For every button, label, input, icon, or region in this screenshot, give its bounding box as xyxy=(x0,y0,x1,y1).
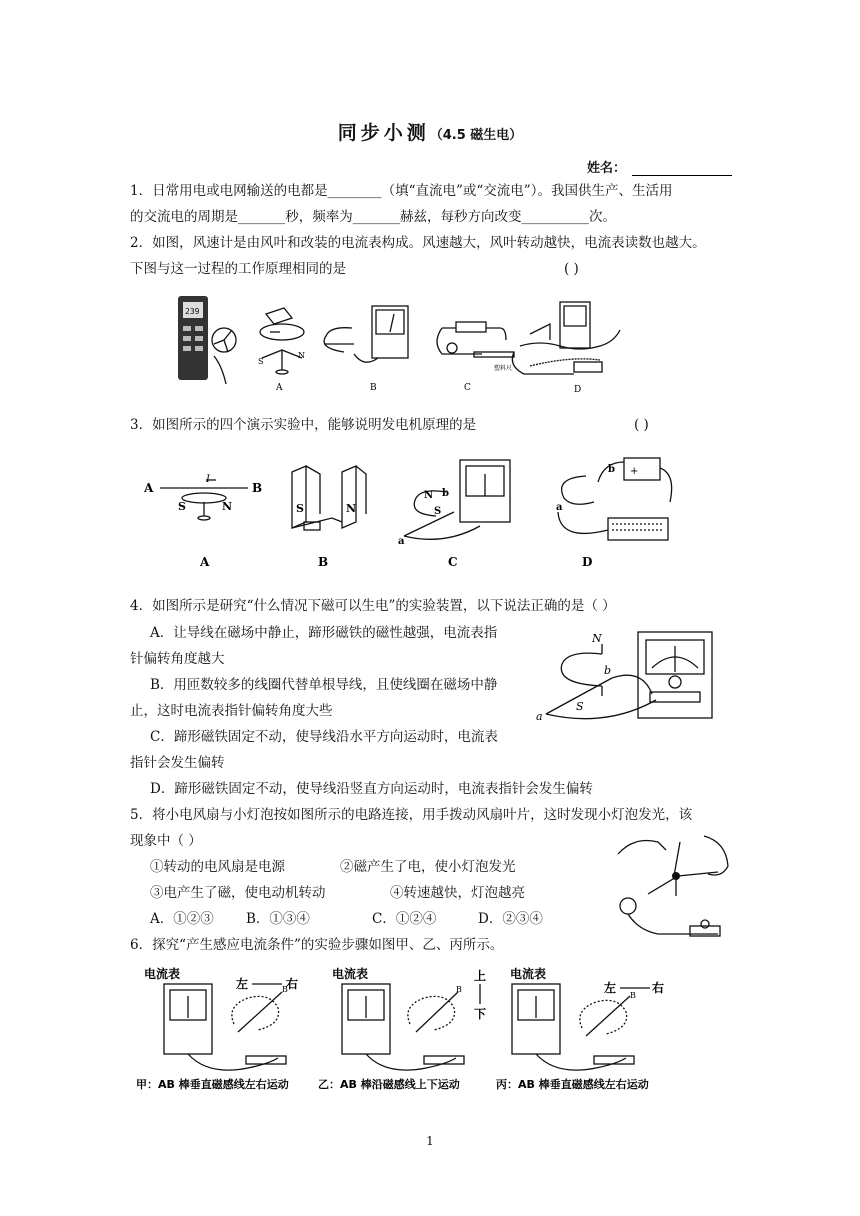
q3-figure xyxy=(142,452,682,572)
q3-line1: 3．如图所示的四个演示实验中，能够说明发电机原理的是 xyxy=(130,417,477,433)
name-blank[interactable] xyxy=(632,161,732,176)
q4-option-a-line2: 针偏转角度越大 xyxy=(130,651,225,667)
q3-label-d: D xyxy=(582,555,593,569)
q2-label-c: C xyxy=(464,383,471,393)
page-number: 1 xyxy=(426,1134,434,1148)
svg-text:a: a xyxy=(536,710,543,723)
q4-option-b-line1: B．用匝数较多的线圈代替单根导线，且使线圈在磁场中静 xyxy=(150,677,498,693)
svg-text:a: a xyxy=(398,536,405,547)
q4-figure xyxy=(532,628,732,728)
svg-text:B: B xyxy=(252,481,263,495)
svg-text:右: 右 xyxy=(652,981,665,995)
svg-text:b: b xyxy=(604,664,612,677)
q2-fig-d xyxy=(512,302,620,395)
svg-text:S: S xyxy=(258,357,264,366)
q4-stem: 4．如图所示是研究“什么情况下磁可以生电”的实验装置，以下说法正确的是（ ） xyxy=(130,598,616,614)
q1-line2: 的交流电的周期是_______秒，频率为_______赫兹，每秒方向改变__________次。 xyxy=(130,209,616,225)
svg-text:I: I xyxy=(206,474,210,485)
q4-option-c-line1: C．蹄形磁铁固定不动，使导线沿水平方向运动时，电流表 xyxy=(150,729,498,745)
svg-text:S: S xyxy=(296,502,304,515)
q5-statement-3: ③电产生了磁，使电动机转动 xyxy=(150,885,326,901)
q4-option-c-line2: 指针会发生偏转 xyxy=(130,755,225,771)
q6-caption-b: 乙：AB 棒沿磁感线上下运动 xyxy=(318,1078,460,1091)
svg-text:239: 239 xyxy=(185,307,200,316)
q3-fig-a xyxy=(143,474,262,569)
q3-fig-c xyxy=(398,460,510,569)
svg-text:电流表: 电流表 xyxy=(144,967,181,981)
q5-option-d: D．②③④ xyxy=(478,911,543,927)
q3-fig-d xyxy=(556,458,672,569)
q2-label-d: D xyxy=(574,385,582,395)
svg-text:N: N xyxy=(346,502,357,515)
svg-text:N: N xyxy=(592,632,602,645)
q3-label-c: C xyxy=(448,555,458,569)
svg-text:左: 左 xyxy=(236,977,249,991)
svg-text:b: b xyxy=(442,488,449,499)
q6-panel-c xyxy=(510,966,664,1070)
svg-text:电流表: 电流表 xyxy=(332,967,369,981)
q5-statement-4: ④转速越快，灯泡越亮 xyxy=(390,885,525,901)
q3-fig-b xyxy=(292,466,366,569)
q1-line1: 1．日常用电或电网输送的电都是________（填“直流电”或“交流电”）。我国供生产、生活用 xyxy=(130,183,673,199)
q6-stem: 6．探究“产生感应电流条件”的实验步骤如图甲、乙、丙所示。 xyxy=(130,937,504,953)
q4-option-b-line2: 止，这时电流表指针偏转角度大些 xyxy=(130,703,333,719)
q3-label-a: A xyxy=(200,555,210,569)
svg-text:左: 左 xyxy=(604,981,617,995)
q3-label-b: B xyxy=(318,555,329,569)
name-label: 姓名： xyxy=(586,161,626,176)
q5-option-c: C．①②④ xyxy=(372,911,437,927)
q4-option-a-line1: A．让导线在磁场中静止，蹄形磁铁的磁性越强，电流表指 xyxy=(150,625,498,641)
svg-text:N: N xyxy=(298,351,305,360)
q2-fig-a xyxy=(258,308,305,393)
q2-line1: 2．如图，风速计是由风叶和改装的电流表构成。风速越大，风叶转动越快，电流表读数也越大。 xyxy=(130,235,706,251)
q6-figure xyxy=(134,962,674,1096)
q5-option-a: A．①②③ xyxy=(150,911,214,927)
q2-line2: 下图与这一过程的工作原理相同的是 xyxy=(130,261,346,277)
svg-text:B: B xyxy=(630,991,636,1000)
q2-label-b: B xyxy=(370,383,377,393)
q5-line2: 现象中（ ） xyxy=(130,833,202,849)
q5-figure xyxy=(608,830,738,940)
svg-text:B: B xyxy=(282,985,288,994)
title-sub: （4.5 磁生电） xyxy=(429,128,523,143)
q5-line1: 5．将小电风扇与小灯泡按如图所示的电路连接，用手拨动风扇叶片，这时发现小灯泡发光，该 xyxy=(130,807,693,823)
q5-option-b: B．①③④ xyxy=(246,911,310,927)
svg-text:S: S xyxy=(576,700,584,713)
svg-text:b: b xyxy=(608,464,615,475)
q2-label-a: A xyxy=(276,383,283,393)
q6-panel-a xyxy=(144,966,298,1070)
svg-text:上: 上 xyxy=(474,969,487,983)
q3-bracket: ( ) xyxy=(634,417,649,433)
svg-text:右: 右 xyxy=(286,977,299,991)
q5-statement-1: ①转动的电风扇是电源 xyxy=(150,859,285,875)
q5-statement-2: ②磁产生了电，使小灯泡发光 xyxy=(340,859,516,875)
svg-text:N: N xyxy=(222,500,233,513)
svg-text:+: + xyxy=(630,466,639,477)
title-main: 同步小测 xyxy=(337,122,430,144)
q6-caption-a: 甲：AB 棒垂直磁感线左右运动 xyxy=(136,1078,289,1091)
svg-text:A: A xyxy=(144,481,154,495)
q4-option-d: D．蹄形磁铁固定不动，使导线沿竖直方向运动时，电流表指针会发生偏转 xyxy=(150,781,593,797)
q2-figure xyxy=(174,292,638,396)
svg-text:a: a xyxy=(556,502,563,513)
q2-fig-b xyxy=(324,306,408,393)
q2-ruler-label: 塑料尺 xyxy=(494,365,513,372)
svg-text:S: S xyxy=(434,506,442,517)
svg-text:S: S xyxy=(178,500,186,513)
svg-text:下: 下 xyxy=(474,1007,487,1021)
q2-bracket: ( ) xyxy=(564,261,579,277)
svg-text:N: N xyxy=(424,490,434,501)
svg-text:电流表: 电流表 xyxy=(510,967,547,981)
q6-panel-b xyxy=(332,966,486,1070)
q2-fig-c xyxy=(437,322,514,393)
page-title xyxy=(0,118,860,145)
svg-text:B: B xyxy=(456,985,462,994)
name-field[interactable] xyxy=(587,157,732,176)
q6-caption-c: 丙：AB 棒垂直磁感线左右运动 xyxy=(496,1078,649,1091)
